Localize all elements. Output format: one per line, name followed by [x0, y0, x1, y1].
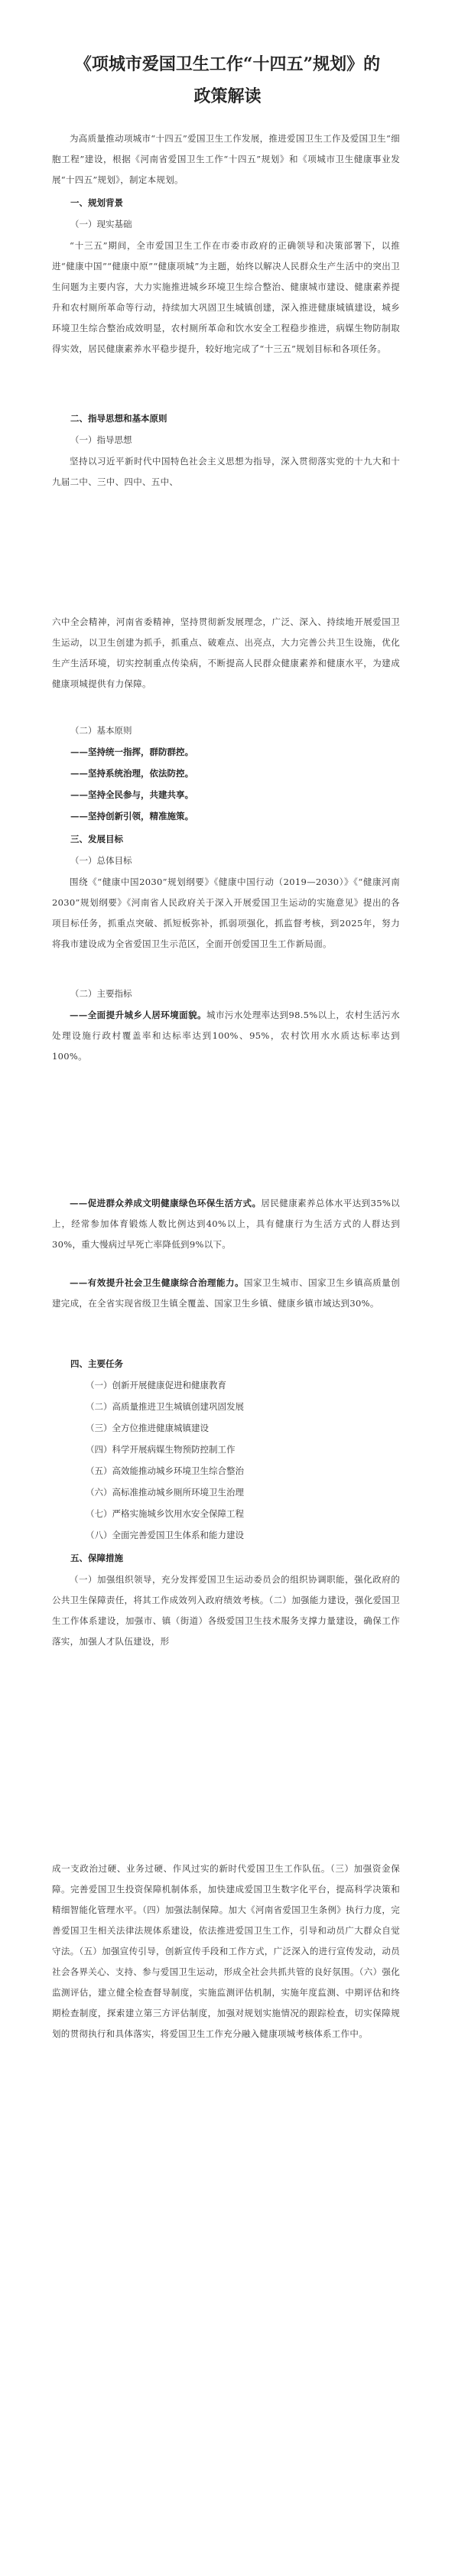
indicator-1-lead: ——全面提升城乡人居环境面貌。	[70, 1010, 206, 1020]
section-3-body: 围绕《“健康中国2030”规划纲要》《健康中国行动（2019—2030）》《“健康河南2030”规划纲要》《河南省人民政府关于深入开展爱国卫生运动的实施意见》提出的各项目标任务，抓重点突破、抓短板弥补，抓弱项强化，抓监督考核，到2025年，努力将我市建设成为全省爱国卫生示范区，全面开创爱国卫生工作新局面。	[52, 877, 400, 949]
indicator-2-lead: ——促进群众养成文明健康绿色环保生活方式。	[70, 1198, 262, 1208]
task-item: （三）全方位推进健康城镇建设	[86, 1423, 209, 1433]
task-item: （四）科学开展病媒生物预防控制工作	[86, 1444, 236, 1455]
intro-paragraph: 为高质量推动项城市“十四五”爱国卫生工作发展，推进爱国卫生工作及爱国卫生“细胞工程”建设，根据《河南省爱国卫生工作“十四五”规划》和《项城市卫生健康事业发展“十四五”规划》，制定本规划。	[52, 133, 400, 185]
section-5-heading: 五、保障措施	[70, 1553, 123, 1563]
section-3-subheading-1: （一）总体目标	[70, 855, 132, 866]
principle-item: ——坚持系统治理，依法防控。	[70, 768, 193, 779]
principle-item: ——坚持全民参与，共建共享。	[70, 789, 193, 800]
indicator-3	[52, 1273, 400, 1314]
section-3-heading: 三、发展目标	[70, 834, 123, 844]
section-5-body-part2: 成一支政治过硬、业务过硬、作风过实的新时代爱国卫生工作队伍。（三）加强资金保障。完善爱国卫生投资保障机制体系，加快建成爱国卫生数字化平台，提高科学决策和精细智能化管理水平。（四）加强法制保障。加大《河南省爱国卫生条例》执行力度，完善爱国卫生相关法律法规体系建设，依法推进爱国卫生工作，引导和动员广大群众自觉守法。（五）加强宣传引导，创新宣传手段和工作方式，广泛深入的进行宣传发动，动员社会各界关心、支持、参与爱国卫生运动，形成全社会共抓共管的良好氛围。（六）强化监测评估，建立健全检查督导制度，实施监测评估机制，实施年度监测、中期评估和终期检查制度，探索建立第三方评估制度，加强对规划实施情况的跟踪检查，切实保障规划的贯彻执行和具体落实，将爱国卫生工作充分融入健康项城考核体系工作中。	[52, 1863, 400, 2039]
indicator-1-text: 城市污水处理率达到98.5%以上，农村生活污水处理设施行政村覆盖率和达标率达到100%、95%，农村饮用水水质达标率达到100%。	[52, 1010, 400, 1062]
section-1-body: “十三五”期间，全市爱国卫生工作在市委市政府的正确领导和决策部署下，以推进“健康中国”“健康中原”“健康项城”为主题，始终以解决人民群众生产生活中的突出卫生问题为主要内容，大力实施推进城乡环境卫生综合整治、健康城市建设、健康素养提升和农村厕所革命等行动，持续加大巩固卫生城镇创建，深入推进健康城镇建设，城乡环境卫生综合整治成效明显，农村厕所革命和饮水安全工程稳步推进，病媒生物防制取得实效，居民健康素养水平稳步提升，较好地完成了“十三五”规划目标和各项任务。	[52, 240, 400, 354]
indicator-1	[52, 1005, 400, 1067]
indicator-3-text: 国家卫生城市、国家卫生乡镇高质量创建完成，在全省实现省级卫生镇全覆盖、国家卫生乡镇、健康乡镇市域达到30%。	[52, 1277, 400, 1309]
section-2-body-part1: 坚持以习近平新时代中国特色社会主义思想为指导，深入贯彻落实党的十九大和十九届二中、三中、四中、五中、	[52, 456, 400, 487]
section-4-heading: 四、主要任务	[70, 1358, 123, 1369]
section-2-subheading-2: （二）基本原则	[70, 725, 132, 736]
task-item: （二）高质量推进卫生城镇创建巩固发展	[86, 1401, 244, 1412]
document-title-line1: 《项城市爱国卫生工作“十四五”规划》的	[74, 54, 381, 74]
section-1-subheading: （一）现实基础	[70, 219, 132, 229]
principle-item: ——坚持统一指挥，群防群控。	[70, 746, 193, 757]
section-3-subheading-2: （二）主要指标	[70, 988, 132, 999]
principle-item: ——坚持创新引领，精准施策。	[70, 811, 193, 821]
section-2-body-part2: 六中全会精神，河南省委精神，坚持贯彻新发展理念，广泛、深入、持续地开展爱国卫生运动，以卫生创建为抓手，抓重点、破难点、出亮点，大力完善公共卫生设施，优化生产生活环境，切实控制重点传染病，不断提高人民群众健康素养和健康水平，为建成健康项城提供有力保障。	[52, 616, 400, 689]
task-item: （一）创新开展健康促进和健康教育	[86, 1380, 226, 1390]
indicator-3-lead: ——有效提升社会卫生健康综合治理能力。	[70, 1277, 245, 1288]
task-item: （五）高效能推动城乡环境卫生综合整治	[86, 1465, 244, 1476]
section-5-body-part1: （一）加强组织领导，充分发挥爱国卫生运动委员会的组织协调职能，强化政府的公共卫生保障责任，将其工作成效列入政府绩效考核。（二）加强能力建设，强化爱国卫生工作体系建设，加强市、镇（街道）各级爱国卫生技术服务支撑力量建设，确保工作落实，加强人才队伍建设，形	[52, 1574, 400, 1647]
indicator-2-text: 居民健康素养总体水平达到35%以上，经常参加体育锻炼人数比例达到40%以上，具有健康行为生活方式的人群达到30%，重大慢病过早死亡率降低到9%以下。	[52, 1198, 400, 1250]
section-1-heading: 一、规划背景	[70, 197, 123, 208]
document-title-line2: 政策解读	[193, 86, 262, 106]
task-item: （六）高标准推动城乡厕所环境卫生治理	[86, 1487, 244, 1498]
task-item: （八）全面完善爱国卫生体系和能力建设	[86, 1530, 244, 1540]
section-2-subheading-1: （一）指导思想	[70, 434, 132, 445]
indicator-2	[52, 1193, 400, 1255]
task-item: （七）严格实施城乡饮用水安全保障工程	[86, 1508, 244, 1519]
section-2-heading: 二、指导思想和基本原则	[70, 413, 167, 424]
